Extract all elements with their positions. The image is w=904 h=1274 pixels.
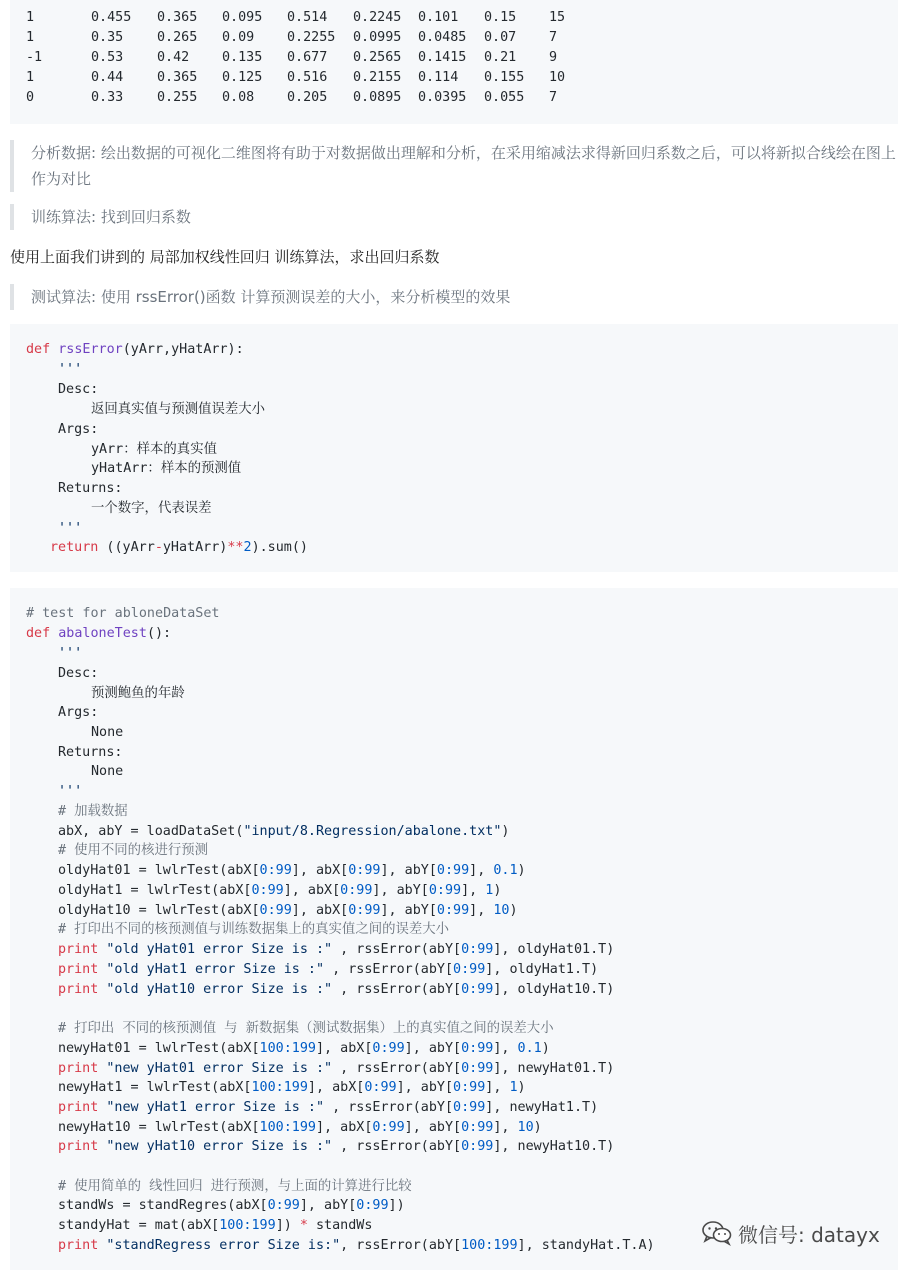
table-cell: 0.0395 [418,90,467,105]
analyze-text: 分析数据: 绘出数据的可视化二维图将有助于对数据做出理解和分析，在采用缩减法求得新回归系数之后，可以将新拟合线绘在图上作为对比 [31,144,896,188]
code-line: def rssError(yArr,yHatArr): [26,342,244,357]
blockquote-test [10,284,896,310]
blockquote-train [10,204,896,230]
table-row [10,28,890,48]
code-line: def abaloneTest(): [26,626,172,641]
table-cell: 0.15 [484,10,517,25]
code-line: # 加载数据 [58,804,128,819]
code-line: print "standRegress error Size is:", rssError(abY[100:199], standyHat.T.A) [58,1238,655,1253]
table-cell: 0.42 [157,50,190,65]
code-line: Args: [58,422,99,437]
table-cell: 0.2255 [287,30,336,45]
code-line: ''' [58,362,83,377]
table-cell: 9 [549,50,558,65]
code-line: oldyHat01 = lwlrTest(abX[0:99], abX[0:99], abY[0:99], 0.1) [58,863,526,878]
code-line: # 使用简单的 线性回归 进行预测，与上面的计算进行比较 [58,1179,412,1194]
code-line: 一个数字，代表误差 [91,501,212,516]
code-line: Returns: [58,481,123,496]
table-row [10,48,890,68]
table-cell: 0.135 [222,50,263,65]
blockquote-analyze [10,140,896,192]
table-cell: 1 [26,30,35,45]
table-cell: 0.1415 [418,50,467,65]
code-line: newyHat1 = lwlrTest(abX[100:199], abX[0:99], abY[0:99], 1) [58,1080,526,1095]
table-row [10,68,890,88]
table-cell: 0.455 [91,10,132,25]
code-line: yArr：样本的真实值 [91,442,217,457]
code-line: ''' [58,646,83,661]
table-cell: 0.677 [287,50,328,65]
code-line: ''' [58,784,83,799]
code-line: None [91,725,124,740]
table-cell: 15 [549,10,566,25]
code-line: 返回真实值与预测值误差大小 [91,402,266,417]
table-cell: 0.095 [222,10,263,25]
code-line: print "new yHat01 error Size is :" , rssError(abY[0:99], newyHat01.T) [58,1061,615,1076]
table-cell: 0.44 [91,70,124,85]
code-line: Desc: [58,382,99,397]
code-line: # 打印出 不同的核预测值 与 新数据集（测试数据集）上的真实值之间的误差大小 [58,1021,554,1036]
data-table-block [10,0,898,124]
code-line: return ((yArr-yHatArr)**2).sum() [50,540,308,555]
code-line: abX, abY = loadDataSet("input/8.Regression/abalone.txt") [58,824,510,839]
table-cell: 0.101 [418,10,459,25]
table-cell: -1 [26,50,43,65]
code-line: oldyHat1 = lwlrTest(abX[0:99], abX[0:99], abY[0:99], 1) [58,883,502,898]
table-cell: 0.365 [157,70,198,85]
table-cell: 0.2155 [353,70,402,85]
table-cell: 1 [26,70,35,85]
table-cell: 0.0995 [353,30,402,45]
code-line: Returns: [58,745,123,760]
table-cell: 0.33 [91,90,124,105]
test-text: 测试算法: 使用 rssError()函数 计算预测误差的大小，来分析模型的效果 [31,288,511,306]
table-cell: 0.35 [91,30,124,45]
table-cell: 0.0895 [353,90,402,105]
code-line: standyHat = mat(abX[100:199]) * standWs [58,1218,373,1233]
table-cell: 0.125 [222,70,263,85]
code-line: print "old yHat01 error Size is :" , rssError(abY[0:99], oldyHat01.T) [58,942,615,957]
code-line: standWs = standRegres(abX[0:99], abY[0:99]) [58,1198,405,1213]
table-cell: 0.265 [157,30,198,45]
table-cell: 0.07 [484,30,517,45]
table-cell: 0.0485 [418,30,467,45]
table-row [10,88,890,108]
table-cell: 0.516 [287,70,328,85]
code-line: newyHat10 = lwlrTest(abX[100:199], abX[0:99], abY[0:99], 10) [58,1120,542,1135]
table-cell: 0.53 [91,50,124,65]
table-cell: 10 [549,70,566,85]
code-line: yHatArr：样本的预测值 [91,461,242,476]
train-text: 训练算法: 找到回归系数 [31,208,191,226]
wechat-icon [702,1220,732,1246]
code-line: print "old yHat10 error Size is :" , rssError(abY[0:99], oldyHat10.T) [58,982,615,997]
code-block-rss-error [10,324,898,572]
code-line: # test for abloneDataSet [26,606,220,621]
table-cell: 7 [549,90,558,105]
table-cell: 1 [26,10,35,25]
table-cell: 0.2245 [353,10,402,25]
table-cell: 0.055 [484,90,525,105]
table-cell: 0.21 [484,50,517,65]
table-cell: 0.514 [287,10,328,25]
table-row [10,8,890,28]
table-cell: 0.205 [287,90,328,105]
table-cell: 0.155 [484,70,525,85]
code-line: # 使用不同的核进行预测 [58,843,209,858]
table-cell: 0 [26,90,35,105]
code-line: Args: [58,705,99,720]
table-cell: 0.08 [222,90,255,105]
table-cell: 0.2565 [353,50,402,65]
code-block-abalone-test [10,588,898,1270]
watermark-text: 微信号: datayx [738,1222,880,1247]
code-line: None [91,764,124,779]
wechat-watermark [702,1216,892,1250]
paragraph-text: 使用上面我们讲到的 局部加权线性回归 训练算法，求出回归系数 [10,248,440,266]
code-line: 预测鲍鱼的年龄 [91,686,185,701]
code-line: # 打印出不同的核预测值与训练数据集上的真实值之间的误差大小 [58,922,450,937]
code-line: print "new yHat10 error Size is :" , rssError(abY[0:99], newyHat10.T) [58,1139,615,1154]
table-cell: 0.114 [418,70,459,85]
code-line: Desc: [58,666,99,681]
code-line: newyHat01 = lwlrTest(abX[100:199], abX[0:99], abY[0:99], 0.1) [58,1041,550,1056]
code-line: print "old yHat1 error Size is :" , rssError(abY[0:99], oldyHat1.T) [58,962,599,977]
code-line: ''' [58,521,83,536]
table-cell: 0.365 [157,10,198,25]
table-cell: 0.09 [222,30,255,45]
table-cell: 7 [549,30,558,45]
table-cell: 0.255 [157,90,198,105]
code-line: oldyHat10 = lwlrTest(abX[0:99], abX[0:99], abY[0:99], 10) [58,903,518,918]
code-line: print "new yHat1 error Size is :" , rssError(abY[0:99], newyHat1.T) [58,1100,599,1115]
